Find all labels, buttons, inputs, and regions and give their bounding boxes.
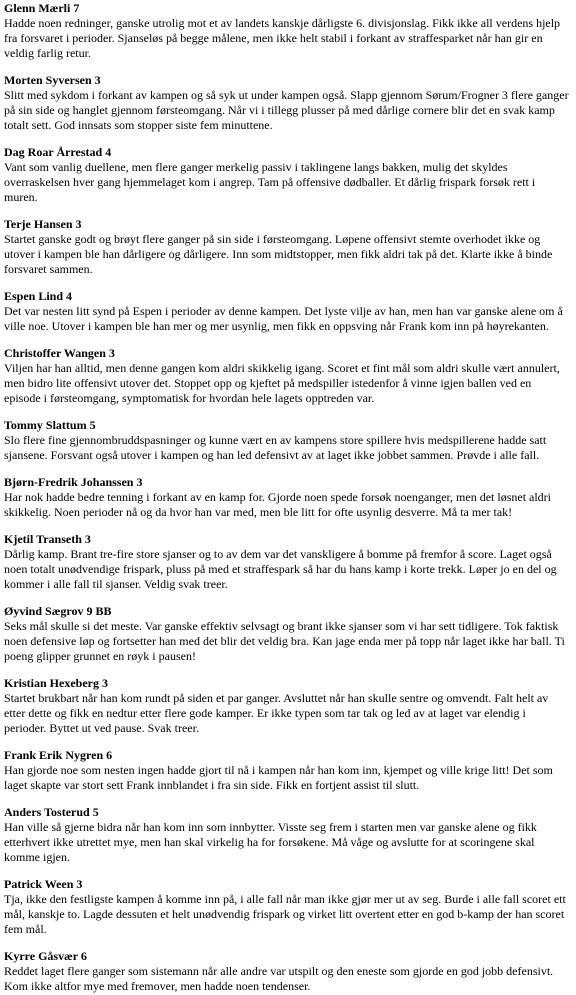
player-rating-entry — [4, 418, 570, 463]
player-name-rating: Bjørn-Fredrik Johanssen 3 — [4, 475, 143, 489]
player-name-rating: Glenn Mærli 7 — [4, 1, 80, 15]
player-name-rating: Patrick Ween 3 — [4, 877, 83, 891]
player-review-text: Reddet laget flere ganger som sistemann når alle andre var utspilt og den eneste som gjorde en god jobb defensivt. Kom ikke altfor mye med fremover, men hadde noen tendenser. — [4, 964, 554, 993]
player-rating-entry — [4, 532, 570, 592]
player-review-text: Det var nesten litt synd på Espen i perioder av denne kampen. Det lyste vilje av han, men han var ganske alene om å ville noe. Utover i kampen ble han mer og mer usynlig, men fikk en oppsving når Frank kom inn på høyrekanten. — [4, 304, 563, 333]
player-name-rating: Tommy Slattum 5 — [4, 418, 96, 432]
player-rating-entry — [4, 217, 570, 277]
player-rating-entry — [4, 748, 570, 793]
player-review-text: Startet ganske godt og brøyt flere ganger på sin side i førsteomgang. Løpene offensivt stemte overhodet ikke og utover i kampen ble han dårligere og dårligere. Inn som midtstopper, men fikk aldri tak på det. Klarte ikke å binde forsvaret sammen. — [4, 232, 553, 276]
player-rating-entry — [4, 346, 570, 406]
player-review-text: Dårlig kamp. Brant tre-fire store sjanser og to av dem var det vanskligere å bomme på fremfor å score. Laget også noen totalt unødvendige frispark, pluss på med et straffespark så har du hans kamp i korte trekk. Løper jo en del og kommer i alle fall til sjanser. Veldig svak treer. — [4, 547, 557, 591]
player-review-text: Hadde noen redninger, ganske utrolig mot et av landets kanskje dårligste 6. divisjonslag. Fikk ikke all verdens hjelp fra forsvaret i perioder. Sjanseløs på begge målene, men ikke helt stabil i forkant av straffesparket når han gir en veldig farlig retur. — [4, 16, 561, 60]
player-name-rating: Anders Tosterud 5 — [4, 805, 99, 819]
player-name-rating: Espen Lind 4 — [4, 289, 73, 303]
player-name-rating: Terje Hansen 3 — [4, 217, 82, 231]
player-review-text: Vant som vanlig duellene, men flere ganger merkelig passiv i taklingene langs bakken, mulig det skyldes overraskelsen hver gang hjemmelaget kom i angrep. Tam på offensive dødballer. Et dårlig frispark forsøk rett i muren. — [4, 160, 536, 204]
player-name-rating: Frank Erik Nygren 6 — [4, 748, 113, 762]
player-review-text: Slitt med sykdom i forkant av kampen og så syk ut under kampen også. Slapp gjennom Sørum/Frogner 3 flere ganger på sin side og hanglet gjennom førsteomgang. Når vi i tillegg plusser på med dårlige cornere blir det en svak kamp totalt sett. God innsats som stopper siste fem minuttene. — [4, 88, 569, 132]
player-rating-entry — [4, 73, 570, 133]
player-review-text: Han gjorde noe som nesten ingen hadde gjort til nå i kampen når han kom inn, kjempet og ville krige litt! Det som laget skapte var stort sett Frank innblandet i fra sin side. Fikk en fortjent assist til slutt. — [4, 763, 553, 792]
player-review-text: Viljen har han alltid, men denne gangen kom aldri skikkelig igang. Scoret et fint mål som aldri skulle vært annulert, men bidro lite offensivt utover det. Stoppet opp og kjeftet på medspiller istedenfor å vinne igjen ballen ved en episode i førsteomgang, symptomatisk for hvordan hele lagets opptreden var. — [4, 361, 560, 405]
player-name-rating: Kyrre Gåsvær 6 — [4, 949, 87, 963]
player-rating-entry — [4, 676, 570, 736]
player-review-text: Seks mål skulle si det meste. Var ganske effektiv selvsagt og brant ikke sjanser som vi har sett tidligere. Tok faktisk noen defensive løp og fortsetter han med det blir det veldig bra. Kan jage enda mer på topp når laget ikke har ball. Ti poeng glipper grunnet en røyk i pausen! — [4, 619, 565, 663]
player-review-text: Har nok hadde bedre tenning i forkant av en kamp for. Gjorde noen spede forsøk noenganger, men det løsnet aldri skikkelig. Noen perioder nå og da hvor han var med, men ble litt for ofte usynlig desverre. Må ta mer tak! — [4, 490, 552, 519]
player-name-rating: Dag Roar Årrestad 4 — [4, 145, 112, 159]
player-name-rating: Morten Syversen 3 — [4, 73, 101, 87]
player-rating-entry — [4, 289, 570, 334]
player-rating-entry — [4, 877, 570, 937]
player-rating-entry — [4, 604, 570, 664]
player-name-rating: Kjetil Transeth 3 — [4, 532, 91, 546]
player-review-text: Tja, ikke den festligste kampen å komme inn på, i alle fall når man ikke gjør mer ut av seg. Burde i alle fall scoret ett mål, kanskje to. Lagde dessuten et helt unødvendig frispark og virket litt overtent etter en god b-kamp der han scoret fem mål. — [4, 892, 566, 936]
player-name-rating: Christoffer Wangen 3 — [4, 346, 115, 360]
player-name-rating: Øyvind Sægrov 9 BB — [4, 604, 112, 618]
player-review-text: Slo flere fine gjennombruddspasninger og kunne vært en av kampens store spillere hvis medspillerene hadde satt sjansene. Forsvant også utover i kampen og han led defensivt av at laget ikke jobbet sammen. Prøvde i alle fall. — [4, 433, 547, 462]
player-review-text: Han ville så gjerne bidra når han kom inn som innbytter. Visste seg frem i starten men var ganske alene og fikk etterhvert ikke utrettet mye, men han skal virkelig ha for forsøkene. Må våge og avslutte for at scoringene skal komme igjen. — [4, 820, 537, 864]
player-rating-entry — [4, 475, 570, 520]
player-rating-entry — [4, 949, 570, 994]
player-rating-entry — [4, 145, 570, 205]
player-rating-entry — [4, 1, 570, 61]
player-review-text: Startet brukbart når han kom rundt på siden et par ganger. Avsluttet når han skulle sentre og omvendt. Falt helt av etter dette og fikk en nedtur etter flere gode kamper. Er ikke typen som tar tak og led av at laget var elendig i perioder. Byttet ut ved pause. Svak treer. — [4, 691, 549, 735]
player-rating-entry — [4, 805, 570, 865]
player-name-rating: Kristian Hexeberg 3 — [4, 676, 108, 690]
